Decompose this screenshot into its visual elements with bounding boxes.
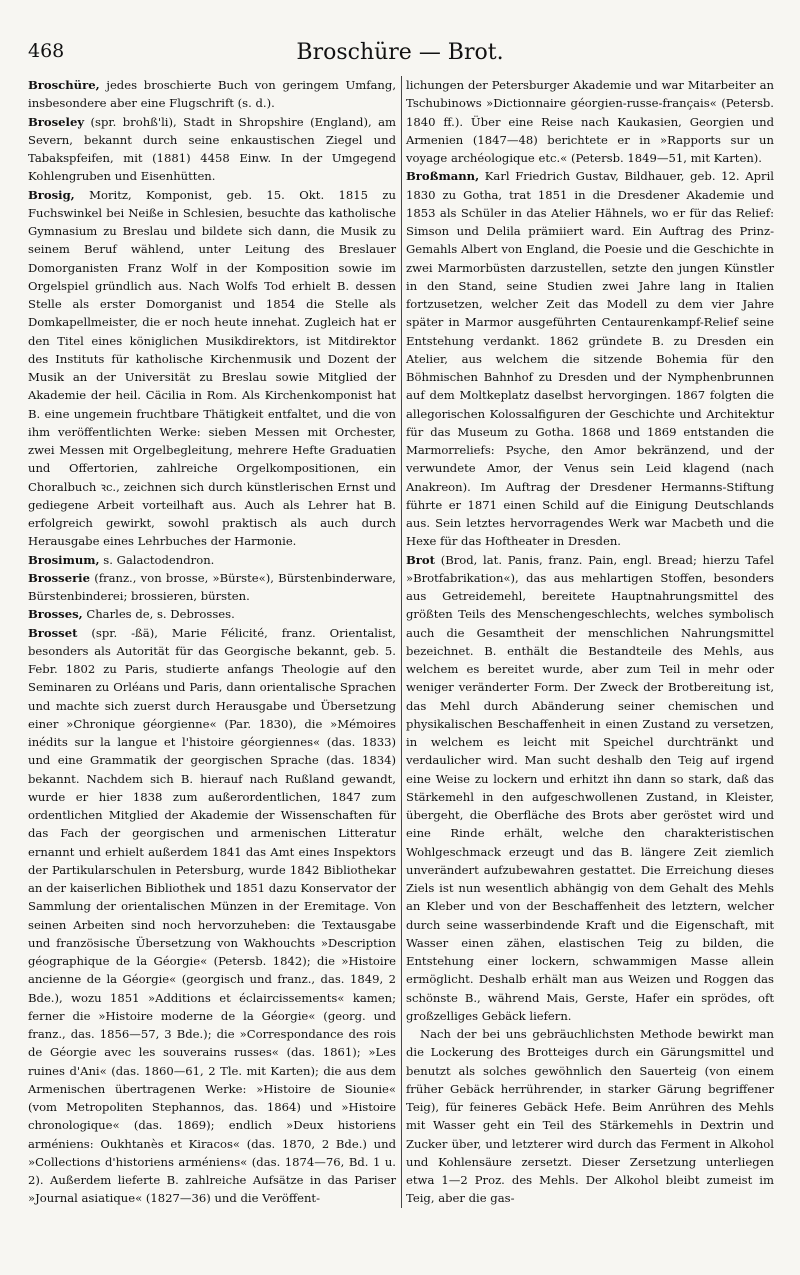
- left-column: [28, 76, 396, 1208]
- entry-text: Moritz, Komponist, geb. 15. Okt. 1815 zu Fuchswinkel bei Neiße in Schlesien, besuchte das katholische Gymnasium zu Breslau und bildete sich dann, die Musik zu seinem Beruf wählend, unter Leitung des Breslauer Domorganisten Franz Wolf in der Komposition sowie im Orgelspiel gründlich aus. Nach Wolfs Tod erhielt B. dessen Stelle als erster Domorganist und 1854 die Stelle als Domkapellmeister, die er noch heute innehat. Zugleich hat er den Titel eines königlichen Musikdirektors, ist Mitdirektor des Instituts für katholische Kirchenmusik und Dozent der Musik an der Universität zu Breslau sowie Mitglied der Akademie der heil. Cäcilia in Rom. Als Kirchenkomponist hat B. eine ungemein fruchtbare Thätigkeit entfaltet, und die von ihm veröffentlichten Werke: sieben Messen mit Orchester, zwei Messen mit Orgelbegleitung, mehrere Hefte Graduatien und Offertorien, zahlreiche Orgelkompositionen, ein Choralbuch ꝛc., zeichnen sich durch künstlerischen Ernst und gediegene Arbeit vorteilhaft aus. Auch als Lehrer hat B. erfolgreich gewirkt, sowohl praktisch als auch durch Herausgabe eines Lehrbuches der Harmonie.: [28, 187, 396, 549]
- entry-paragraph: [406, 1025, 774, 1208]
- page-number: 468: [28, 40, 65, 62]
- entry-paragraph: [28, 113, 396, 186]
- entry-text: (franz., von brosse, »Bürste«), Bürstenbinderware, Bürstenbinderei; brossieren, bürsten.: [28, 570, 396, 603]
- entry-headword: Brot: [406, 552, 435, 567]
- entry-paragraph: [28, 76, 396, 113]
- entry-headword: Brosig,: [28, 187, 75, 202]
- entry-paragraph: [406, 76, 774, 167]
- entry-paragraph: [28, 186, 396, 551]
- entry-text: lichungen der Petersburger Akademie und war Mitarbeiter an Tschubinows »Dictionnaire géorgien-russe-français« (Petersb. 1840 ff.). Über eine Reise nach Kaukasien, Georgien und Armenien (1847—48) berichtete er in »Rapports sur un voyage archéologique etc.« (Petersb. 1849—51, mit Karten).: [406, 78, 774, 165]
- columns: [28, 76, 776, 1208]
- entry-headword: Brosserie: [28, 570, 90, 585]
- entry-text: (spr. brohß'li), Stadt in Shropshire (England), am Severn, bekannt durch seine enkaustischen Ziegel und Tabakspfeifen, mit (1881) 4458 Einw. In der Umgegend Kohlengruben und Eisenhütten.: [28, 114, 396, 184]
- entry-text: jedes broschierte Buch von geringem Umfang, insbesondere aber eine Flugschrift (s. d.).: [28, 78, 396, 111]
- entry-text: (spr. -ßä), Marie Félicité, franz. Orientalist, besonders als Autorität für das Georgische bekannt, geb. 5. Febr. 1802 zu Paris, studierte anfangs Theologie auf den Seminaren zu Orléans und Paris, dann orientalische Sprachen und machte sich zuerst durch Herausgabe und Übersetzung einer »Chronique géorgienne« (Par. 1830), die »Mémoires inédits sur la langue et l'histoire géorgiennes« (das. 1833) und eine Grammatik der georgischen Sprache (das. 1834) bekannt. Nachdem sich B. hierauf nach Rußland gewandt, wurde er hier 1838 zum außerordentlichen, 1847 zum ordentlichen Mitglied der Akademie der Wissenschaften für das Fach der georgischen und armenischen Litteratur ernannt und erhielt außerdem 1841 das Amt eines Inspektors der Partikularschulen in Petersburg, wurde 1842 Bibliothekar an der kaiserlichen Bibliothek und 1851 dazu Konservator der Sammlung der orientalischen Münzen in der Eremitage. Von seinen Arbeiten sind noch hervorzuheben: die Textausgabe und französische Übersetzung von Wakhouchts »Description géographique de la Géorgie« (Petersb. 1842); die »Histoire ancienne de la Géorgie« (georgisch und franz., das. 1849, 2 Bde.), wozu 1851 »Additions et éclaircissements« kamen; ferner die »Histoire moderne de la Géorgie« (georg. und franz., das. 1856—57, 3 Bde.); die »Correspondance des rois de Géorgie avec les souverains russes« (das. 1861); »Les ruines d'Ani« (das. 1860—61, 2 Tle. mit Karten); die aus dem Armenischen übertragenen Werke: »Histoire de Siounie« (vom Metropoliten Stephannos, das. 1864) und »Histoire chronologique« (das. 1869); endlich »Deux historiens arméniens: Oukhtanès et Kiracos« (das. 1870, 2 Bde.) und »Collections d'historiens arméniens« (das. 1874—76, Bd. 1 u. 2). Außerdem lieferte B. zahlreiche Aufsätze in das Pariser »Journal asiatique« (1827—36) und die Veröffent-: [28, 625, 396, 1206]
- entry-paragraph: [28, 569, 396, 606]
- column-divider: [401, 76, 402, 1208]
- entry-headword: Brosset: [28, 625, 78, 640]
- entry-paragraph: [28, 551, 396, 569]
- entry-text: s. Galactodendron.: [99, 552, 215, 567]
- entry-paragraph: [28, 624, 396, 1208]
- entry-headword: Brosses,: [28, 607, 83, 622]
- entry-text: (Brod, lat. Panis, franz. Pain, engl. Bread; hierzu Tafel »Brotfabrikation«), das aus mehlartigen Stoffen, besonders aus Getreidemehl, bereitete Hauptnahrungsmittel des größten Teils des Menschengeschlechts, welches symbolisch auch die Gesamtheit der menschlichen Nahrungsmittel bezeichnet. B. enthält die Bestandteile des Mehls, aus welchem es bereitet wurde, aber zum Teil in mehr oder weniger veränderter Form. Der Zweck der Brotbereitung ist, das Mehl durch Abänderung seiner chemischen und physikalischen Beschaffenheit in einen Zustand zu versetzen, in welchem es leicht mit Speichel durchtränkt und verdaulicher wird. Man sucht deshalb den Teig auf irgend eine Weise zu lockern und erhitzt ihn dann so stark, daß das Stärkemehl in den aufgeschwollenen Zustand, in Kleister, übergeht, die Oberfläche des Brots aber geröstet wird und eine Rinde erhält, welche den charakteristischen Wohlgeschmack erzeugt und das B. längere Zeit ziemlich unverändert aufzubewahren gestattet. Die Erreichung dieses Ziels ist nun wesentlich abhängig von dem Gehalt des Mehls an Kleber und von der Beschaffenheit des letztern, welcher durch seine wasserbindende Kraft und die Eigenschaft, mit Wasser einen zähen, elastischen Teig zu bilden, die Entstehung einer lockern, schwammigen Masse allein ermöglicht. Deshalb erhält man aus Weizen und Roggen das schönste B., während Mais, Gerste, Hafer ein sprödes, oft großzelliges Gebäck liefern.: [406, 552, 774, 1023]
- entry-headword: Broschüre,: [28, 78, 100, 92]
- entry-headword: Broßmann,: [406, 169, 480, 184]
- entry-paragraph: [28, 605, 396, 623]
- running-title: Broschüre — Brot.: [296, 40, 504, 65]
- entry-text: Charles de, s. Debrosses.: [82, 607, 235, 622]
- entry-headword: Brosimum,: [28, 552, 100, 567]
- entry-headword: Broseley: [28, 114, 85, 129]
- entry-text: Nach der bei uns gebräuchlichsten Methode bewirkt man die Lockerung des Brotteiges durch ein Gärungsmittel und benutzt als solches gewöhnlich den Sauerteig (von einem früher Gebäck herrührender, in starker Gärung begriffener Teig), für feineres Gebäck Hefe. Beim Anrühren des Mehls mit Wasser geht ein Teil des Stärkemehls in Dextrin und Zucker über, und letzterer wird durch das Ferment in Alkohol und Kohlensäure zersetzt. Dieser Zersetzung unterliegen etwa 1—2 Proz. des Mehls. Der Alkohol bleibt zumeist im Teig, aber die gas-: [406, 1027, 774, 1206]
- entry-text: Karl Friedrich Gustav, Bildhauer, geb. 12. April 1830 zu Gotha, trat 1851 in die Dresdener Akademie und 1853 als Schüler in das Atelier Hähnels, wo er für das Relief: Simson und Delila prämiiert ward. Ein Auftrag des Prinz-Gemahls Albert von England, die Poesie und die Geschichte in zwei Marmorbüsten darzustellen, setzte den jungen Künstler in den Stand, seine Studien zwei Jahre lang in Italien fortzusetzen, welcher Zeit das Modell zu dem vier Jahre später in Marmor ausgeführten Centaurenkampf-Relief seine Entstehung verdankt. 1862 gründete B. zu Dresden ein Atelier, aus welchem die sitzende Bohemia für den Böhmischen Bahnhof zu Dresden und der Nymphenbrunnen auf dem Moltkeplatz daselbst hervorgingen. 1867 folgten die allegorischen Kolossalfiguren der Geschichte und Architektur für das Museum zu Gotha. 1868 und 1869 entstanden die Marmorreliefs: Psyche, den Amor bekränzend, und der verwundete Amor, der Venus sein Leid klagend (nach Anakreon). Im Auftrag der Dresdener Hermanns-Stiftung führte er 1871 einen Schild auf die Einigung Deutschlands aus. Sein letztes hervorragendes Werk war Macbeth und die Hexe für das Hoftheater in Dresden.: [406, 169, 774, 549]
- entry-paragraph: [406, 167, 774, 550]
- entry-paragraph: [406, 551, 774, 1026]
- right-column: [406, 76, 774, 1208]
